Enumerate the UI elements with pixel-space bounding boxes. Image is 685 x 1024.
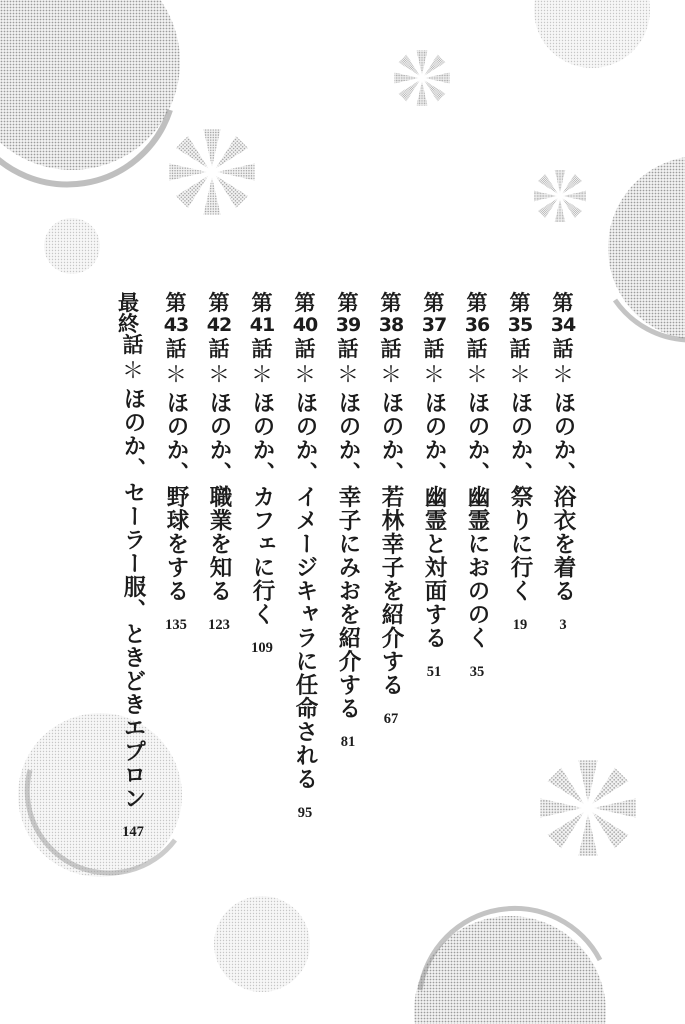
chapter-heading [250,292,274,359]
asterisk-separator: ＊ [293,363,316,388]
chapter-suffix: 話 [165,336,187,361]
asterisk-separator: ＊ [121,359,144,384]
chapter-title: ほのか、浴衣を着る [550,391,576,603]
chapter-title: ほのか、幽霊と対面する [421,391,447,650]
page-number: 51 [426,663,442,680]
asterisk-separator: ＊ [379,363,402,388]
chapter-number: 40 [292,314,318,336]
chapter-label: 第 [208,290,230,315]
halftone-circle-bottom-small [214,896,310,992]
chapter-label: 最終 [118,290,139,336]
chapter-label: 第 [380,290,402,315]
chapter-number: 35 [507,314,533,336]
chapter-title: ほのか、野球をする [163,391,189,603]
toc-entry[interactable] [548,292,578,634]
asterisk-separator: ＊ [250,363,273,388]
chapter-label: 第 [423,290,445,315]
chapter-suffix: 話 [380,336,402,361]
chapter-suffix: 話 [337,336,359,361]
chapter-heading [207,292,231,359]
asterisk-separator: ＊ [465,363,488,388]
chapter-label: 第 [466,290,488,315]
chapter-title: ほのか、カフェに行く [249,391,275,626]
chapter-number: 37 [421,314,447,336]
chapter-suffix: 話 [509,336,531,361]
chapter-heading [465,292,489,359]
toc-entry[interactable] [376,292,406,728]
chapter-number: 41 [249,314,275,336]
chapter-label: 第 [337,290,359,315]
chapter-heading [551,292,575,359]
burst-ornament-right [534,170,586,222]
page-number: 19 [512,616,528,633]
page-number: 109 [251,640,273,656]
chapter-number: 38 [378,314,404,336]
halftone-circle-top-right [534,0,650,68]
halftone-circle-top-left [0,0,180,184]
chapter-label: 第 [552,290,574,315]
asterisk-separator: ＊ [551,363,574,388]
toc-entry[interactable] [462,292,492,681]
page-number: 95 [297,804,313,821]
chapter-title: ほのか、幽霊におののく [464,391,490,650]
chapter-heading [508,292,532,359]
chapter-title: ほのか、祭りに行く [507,391,533,603]
chapter-heading [336,292,360,359]
chapter-suffix: 話 [251,336,273,361]
toc-entry[interactable] [118,292,148,841]
chapter-heading [379,292,403,359]
burst-ornament-top [395,51,450,106]
toc-entry[interactable] [290,292,320,822]
chapter-suffix: 話 [122,332,144,357]
chapter-heading [164,292,188,359]
toc-entry[interactable] [204,292,234,634]
chapter-title: ほのか、イメージキャラに任命される [292,391,318,791]
chapter-suffix: 話 [552,336,574,361]
page-number: 35 [469,663,485,680]
page-number: 3 [559,616,567,633]
chapter-number: 39 [335,314,361,336]
chapter-title: ほのか、若林幸子を紹介する [378,391,404,697]
toc-entry[interactable] [247,292,277,657]
asterisk-separator: ＊ [164,363,187,388]
chapter-suffix: 話 [208,336,230,361]
chapter-suffix: 話 [294,336,316,361]
toc-entry[interactable] [505,292,535,634]
chapter-heading [118,292,148,355]
chapter-heading [422,292,446,359]
chapter-suffix: 話 [466,336,488,361]
page-number: 67 [383,710,399,727]
toc-entry[interactable] [333,292,363,751]
toc-entry[interactable] [161,292,191,634]
page-number: 147 [122,824,144,840]
burst-ornament-left [170,130,255,215]
asterisk-separator: ＊ [207,363,230,388]
chapter-label: 第 [509,290,531,315]
asterisk-separator: ＊ [422,363,445,388]
asterisk-separator: ＊ [508,363,531,388]
asterisk-separator: ＊ [336,363,359,388]
chapter-heading [293,292,317,359]
chapter-number: 34 [550,314,576,336]
chapter-number: 42 [206,314,232,336]
chapter-title: ほのか、セーラー服、ときどきエプロン [120,387,146,810]
chapter-suffix: 話 [423,336,445,361]
page-number: 123 [208,616,230,633]
page-number: 135 [165,616,187,633]
chapter-title: ほのか、幸子にみおを紹介する [335,391,361,720]
table-of-contents [0,292,685,852]
halftone-circle-bottom-right [414,908,606,1024]
halftone-circle-small-left [44,218,100,274]
chapter-title: ほのか、職業を知る [206,391,232,603]
toc-entry[interactable] [419,292,449,681]
chapter-label: 第 [165,290,187,315]
chapter-label: 第 [251,290,273,315]
chapter-label: 第 [294,290,316,315]
chapter-number: 36 [464,314,490,336]
page-number: 81 [340,734,356,750]
chapter-number: 43 [163,314,189,336]
